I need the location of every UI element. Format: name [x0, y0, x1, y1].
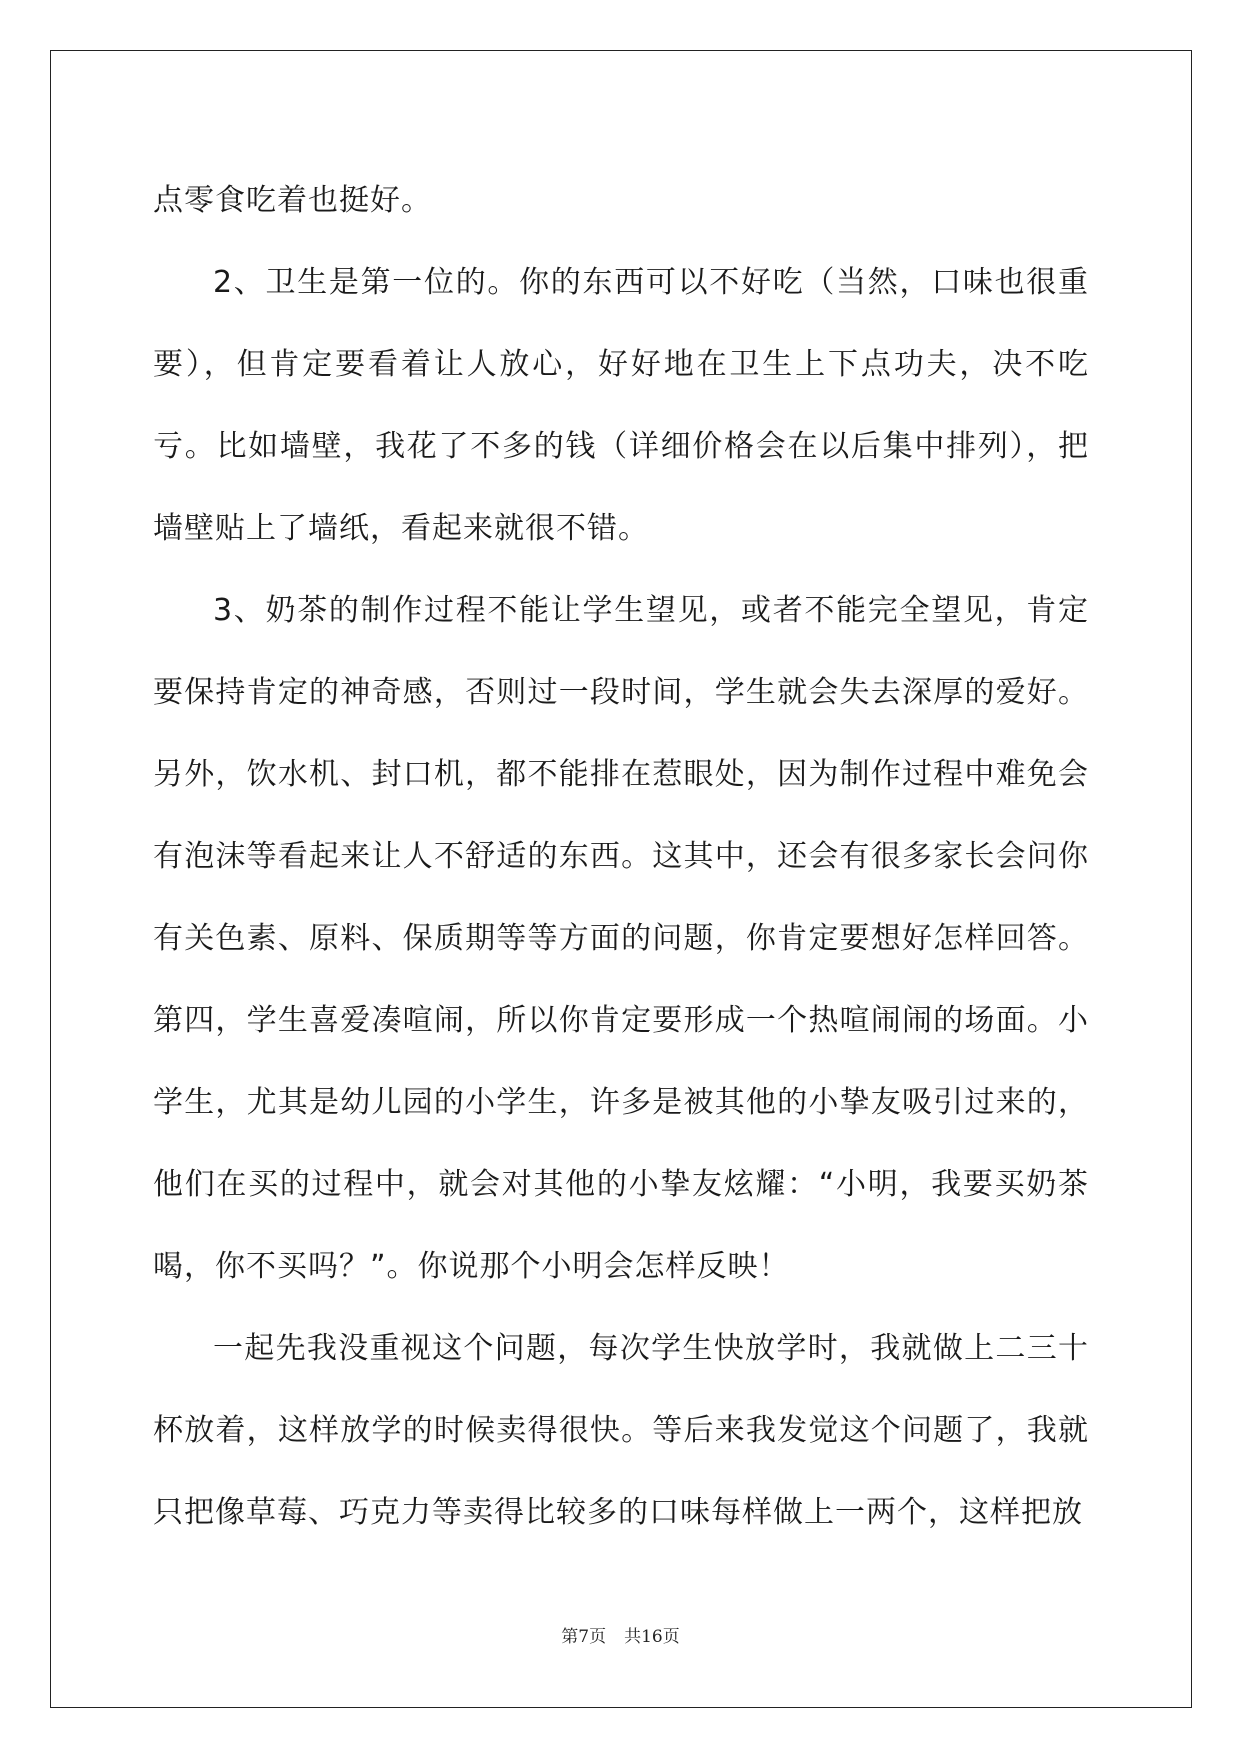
page-total: 共16页 [624, 1627, 680, 1647]
page-footer [0, 1622, 1241, 1647]
page-number: 第7页 [561, 1627, 607, 1647]
paragraph-4: 一起先我没重视这个问题，每次学生快放学时，我就做上二三十杯放着，这样放学的时候卖得很快。等后来我发觉这个问题了，我就只把像草莓、巧克力等卖得比较多的口味每样做上一两个，这样把放 [153, 1331, 1089, 1530]
paragraph-3: 3、奶茶的制作过程不能让学生望见，或者不能完全望见，肯定要保持肯定的神奇感，否则过一段时间，学生就会失去深厚的爱好。另外，饮水机、封口机，都不能排在惹眼处，因为制作过程中难免会有泡沫等看起来让人不舒适的东西。这其中，还会有很多家长会问你有关色素、原料、保质期等等方面的问题，你肯定要想好怎样回答。第四，学生喜爱凑喧闹，所以你肯定要形成一个热喧闹闹的场面。小学生，尤其是幼儿园的小学生，许多是被其他的小挚友吸引过来的，他们在买的过程中，就会对其他的小挚友炫耀：“小明，我要买奶茶喝，你不买吗？”。你说那个小明会怎样反映！ [153, 593, 1089, 1284]
paragraph-2: 2、卫生是第一位的。你的东西可以不好吃（当然，口味也很重要），但肯定要看着让人放心，好好地在卫生上下点功夫，决不吃亏。比如墙壁，我花了不多的钱（详细价格会在以后集中排列），把墙壁贴上了墙纸，看起来就很不错。 [153, 265, 1089, 546]
document-body [153, 160, 1089, 1554]
paragraph-1: 点零食吃着也挺好。 [153, 183, 432, 218]
